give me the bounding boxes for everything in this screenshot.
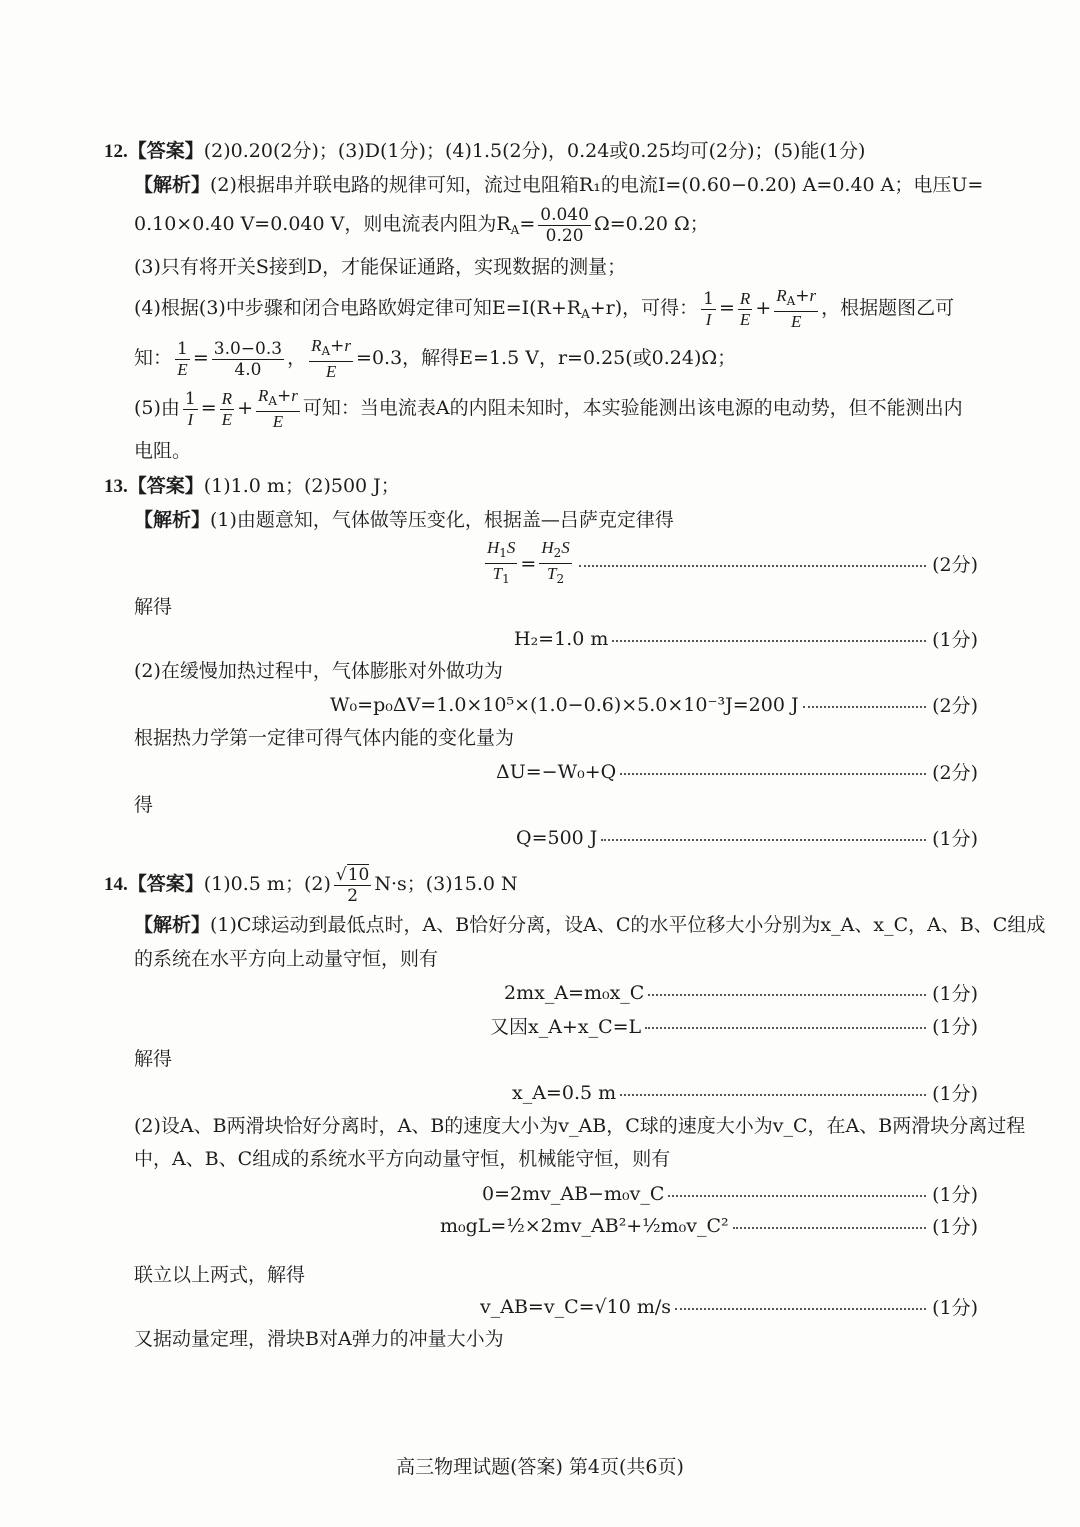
q13-eq1: $\frac{H_1S}{T_1}$ = $\frac{H_2S}{T_2}$ (2分) xyxy=(487,538,978,586)
q14-eq4: 0=2mv_AB−m₀v_C (1分) xyxy=(482,1182,978,1206)
q14-analysis-line-5: 联立以上两式，解得 xyxy=(134,1264,306,1286)
q13-analysis-line-4: 得 xyxy=(134,794,154,816)
q13-analysis-line-1: 【解析】(1)由题意知，气体做等压变化，根据盖—吕萨克定律得 xyxy=(134,509,674,531)
q12-answer: (2)0.20(2分)；(3)D(1分)；(4)1.5(2分)，0.24或0.25均可(2分)；(5)能(1分) xyxy=(203,140,866,162)
q13-answer: (1)1.0 m；(2)500 J； xyxy=(203,475,400,497)
answer-tag: 【答案】 xyxy=(127,873,204,895)
q12-answer-line xyxy=(104,138,865,165)
q13-eq2: H₂=1.0 m (1分) xyxy=(514,627,978,651)
q14-analysis-line-4: 中，A、B、C组成的系统水平方向动量守恒，机械能守恒，则有 xyxy=(134,1148,671,1170)
q12-analysis-line-6: (5)由 $\frac{1}{I}$ = $\frac{R}{E}$ + $\frac{R_A+r}{E}$ 可知：当电流表A的内阻未知时，本实验能测出该电源的电动势，但不能测出内 xyxy=(134,386,963,431)
q12-number: 12. xyxy=(104,141,128,162)
q13-answer-line xyxy=(104,473,400,500)
q12-analysis-line-3: (3)只有将开关S接到D，才能保证通路，实现数据的测量； xyxy=(134,256,627,278)
q14-solve-1: 解得 xyxy=(134,1048,173,1070)
q12-analysis-line-2: 0.10×0.40 V=0.040 V，则电流表内阻为$R_A=$ $\frac{0.040}{0.20}$ Ω=0.20 Ω； xyxy=(134,204,709,246)
q14-eq6: v_AB=v_C=√10 m/s (1分) xyxy=(480,1295,978,1319)
q14-analysis-line-1: 【解析】(1)C球运动到最低点时，A、B恰好分离，设A、C的水平位移大小分别为x_A、x_C，A、B、C组成 xyxy=(134,914,1046,936)
q14-answer-line: 14.【答案】(1)0.5 m；(2) $\frac{√10}{2}$ N·s；(3)15.0 N xyxy=(104,864,518,906)
q13-number: 13. xyxy=(104,476,128,497)
q13-eq5: Q=500 J (1分) xyxy=(516,826,978,850)
q14-analysis-line-6: 又据动量定理，滑块B对A弹力的冲量大小为 xyxy=(134,1328,504,1350)
q14-eq5: m₀gL=½×2mv_AB²+½m₀v_C² (1分) xyxy=(440,1214,978,1238)
q12-analysis-line-5: 知： $\frac{1}{E}$ = $\frac{3.0-0.3}{4.0}$ ， $\frac{R_A+r}{E}$ =0.3，解得E=1.5 V，r=0.25(或0.24)Ω； xyxy=(134,336,737,381)
q14-eq2: 又因x_A+x_C=L (1分) xyxy=(490,1016,978,1038)
answer-tag: 【答案】 xyxy=(127,140,204,162)
q12-analysis-text-2b: Ω=0.20 Ω； xyxy=(593,213,709,235)
page-footer: 高三物理试题(答案) 第4页(共6页) xyxy=(396,1456,684,1478)
q13-analysis-line-2: (2)在缓慢加热过程中，气体膨胀对外做功为 xyxy=(134,660,503,682)
q12-analysis-line-4: (4)根据(3)中步骤和闭合电路欧姆定律可知$E=I(R+R_A+r)$，可得： $\frac{1}{I}$ = $\frac{R}{E}$ + $\frac{R_A+r}{E}$ ，根据题图乙可 xyxy=(134,286,955,331)
answer-tag: 【答案】 xyxy=(127,475,204,497)
q14-analysis-line-3: (2)设A、B两滑块恰好分离时，A、B的速度大小为v_AB，C球的速度大小为v_C，在A、B两滑块分离过程 xyxy=(134,1115,1026,1137)
q12-analysis-text-1: (2)根据串并联电路的规律可知，流过电阻箱R₁的电流I=(0.60−0.20) A=0.40 A；电压U= xyxy=(210,174,984,196)
q12-analysis-line-7: 电阻。 xyxy=(134,440,192,462)
q12-analysis-text-2a: 0.10×0.40 V=0.040 V，则电流表内阻为R xyxy=(134,213,511,235)
q14-number: 14. xyxy=(104,874,128,895)
analysis-tag: 【解析】 xyxy=(134,174,211,196)
q13-eq4: ΔU=−W₀+Q (2分) xyxy=(496,760,978,784)
q14-eq1: 2mx_A=m₀x_C (1分) xyxy=(504,981,978,1005)
q13-eq3: W₀=p₀ΔV=1.0×10⁵×(1.0−0.6)×5.0×10⁻³J=200 J (2分) xyxy=(330,693,978,717)
fraction: $\frac{0.040}{0.20}$ xyxy=(540,204,589,246)
q12-analysis-line-1 xyxy=(134,172,983,198)
q13-solve-1: 解得 xyxy=(134,596,173,618)
q13-analysis-line-3: 根据热力学第一定律可得气体内能的变化量为 xyxy=(134,727,515,749)
q14-analysis-line-2: 的系统在水平方向上动量守恒，则有 xyxy=(134,948,439,970)
q14-eq3: x_A=0.5 m (1分) xyxy=(512,1081,978,1105)
